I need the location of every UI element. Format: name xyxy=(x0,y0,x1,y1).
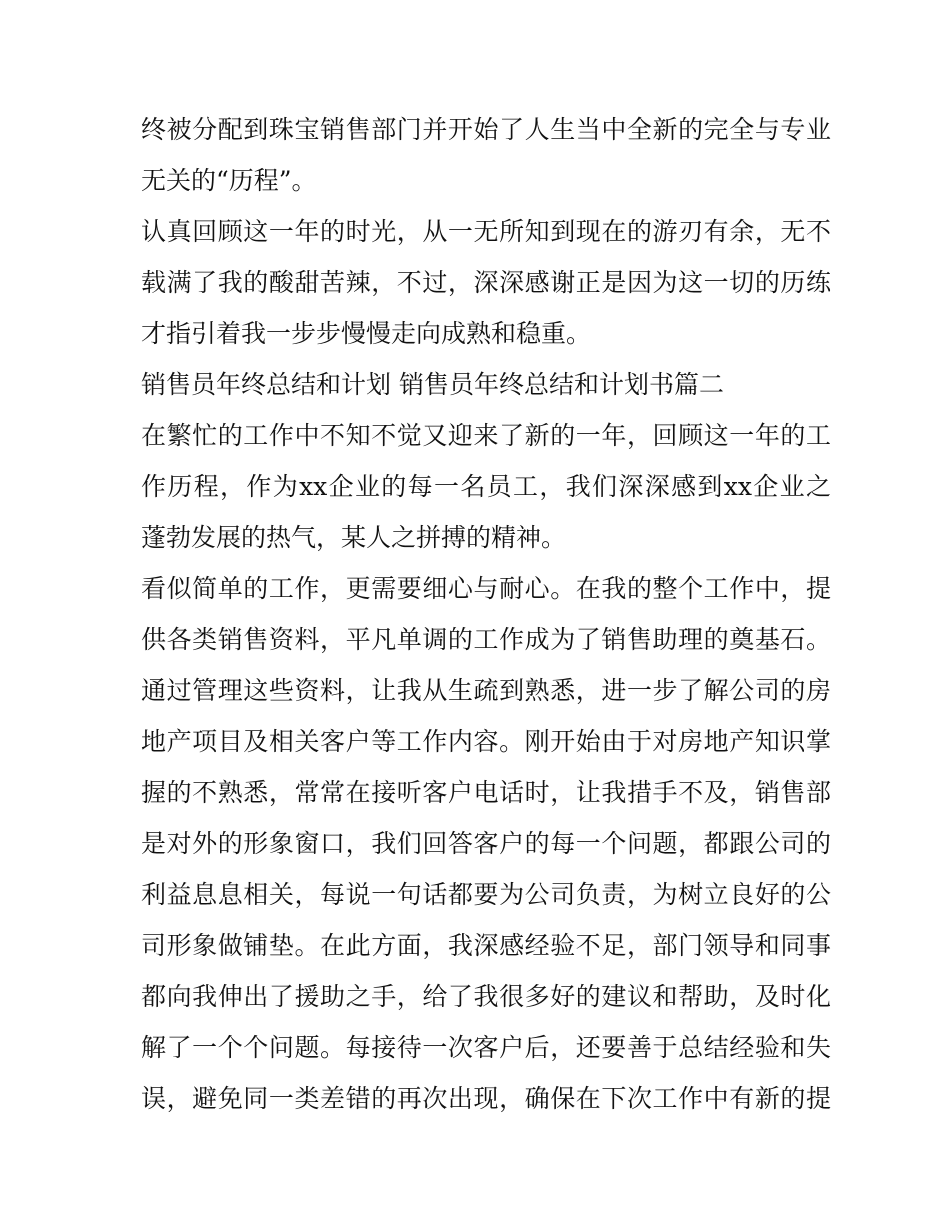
text-line: 司形象做铺垫。在此方面，我深感经验不足，部门领导和同事 xyxy=(141,931,831,960)
text-line: 作历程，作为xx企业的每一名员工，我们深深感到xx企业之 xyxy=(141,472,831,501)
text-line: 利益息息相关，每说一句话都要为公司负责，为树立良好的公 xyxy=(141,880,831,909)
text-line: 才指引着我一步步慢慢走向成熟和稳重。 xyxy=(141,319,592,348)
text-line: 终被分配到珠宝销售部门并开始了人生当中全新的完全与专业 xyxy=(141,115,831,144)
text-line: 都向我伸出了援助之手，给了我很多好的建议和帮助，及时化 xyxy=(141,982,831,1011)
text-line: 载满了我的酸甜苦辣，不过，深深感谢正是因为这一切的历练 xyxy=(141,268,831,297)
text-line: 握的不熟悉，常常在接听客户电话时，让我措手不及，销售部 xyxy=(141,778,831,807)
text-line: 地产项目及相关客户等工作内容。刚开始由于对房地产知识掌 xyxy=(141,727,831,756)
text-line: 无关的“历程”。 xyxy=(141,166,317,195)
text-line: 供各类销售资料，平凡单调的工作成为了销售助理的奠基石。 xyxy=(141,625,831,654)
text-line: 认真回顾这一年的时光，从一无所知到现在的游刃有余，无不 xyxy=(141,217,831,246)
text-line: 蓬勃发展的热气，某人之拼搏的精神。 xyxy=(141,523,567,552)
text-line: 是对外的形象窗口，我们回答客户的每一个问题，都跟公司的 xyxy=(141,829,831,858)
text-line: 在繁忙的工作中不知不觉又迎来了新的一年，回顾这一年的工 xyxy=(141,421,831,450)
text-line: 看似简单的工作，更需要细心与耐心。在我的整个工作中，提 xyxy=(141,574,831,603)
text-line: 误，避免同一类差错的再次出现，确保在下次工作中有新的提 xyxy=(141,1084,831,1113)
text-line: 解了一个个问题。每接待一次客户后，还要善于总结经验和失 xyxy=(141,1033,831,1062)
section-heading: 销售员年终总结和计划 销售员年终总结和计划书篇二 xyxy=(141,370,724,399)
text-line: 通过管理这些资料，让我从生疏到熟悉，进一步了解公司的房 xyxy=(141,676,831,705)
